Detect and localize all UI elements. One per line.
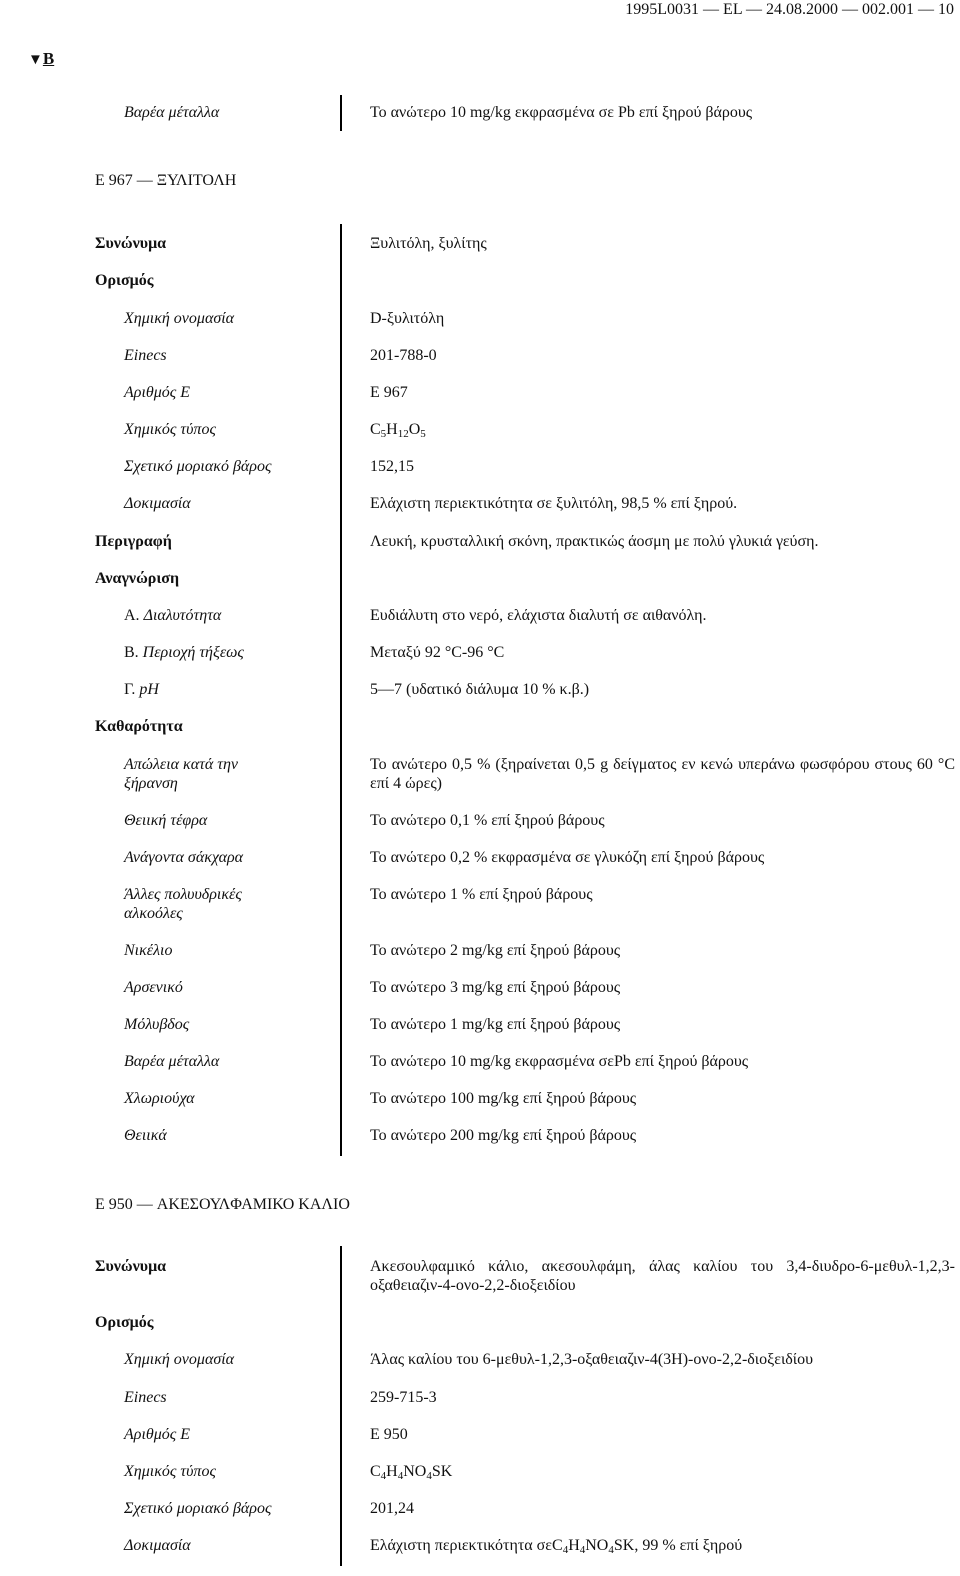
sulphated-ash-value: Το ανώτερο 0,1 % επί ξηρού βάρους: [370, 812, 605, 829]
einecs-value: 259-715-3: [370, 1389, 437, 1406]
e-number-value: E 967: [370, 384, 408, 401]
chem-name-label: Χημική ονομασία: [124, 310, 235, 327]
einecs-value: 201-788-0: [370, 347, 437, 364]
assay-value: Ελάχιστη περιεκτικότητα $\sigma\varepsilon C_4H_4NO_4SK$, 99 % επί ξηρού: [370, 1537, 743, 1556]
solubility-value: Ευδιάλυτη στο νερό, ελάχιστα διαλυτή σε αιθανόλη.: [370, 607, 707, 624]
lead-label: Μόλυβδος: [124, 1016, 190, 1033]
description-label: Περιγραφή: [95, 533, 172, 550]
other-polyols-label: Άλλες πολυυδρικές αλκοόλες: [124, 886, 242, 922]
e-number-label: Αριθμός Ε: [124, 1426, 191, 1443]
melting-label: Β. Περιοχή τήξεως: [124, 644, 244, 661]
nickel-label: Νικέλιο: [124, 942, 173, 959]
column-divider: [340, 224, 342, 1156]
identification-label: Αναγνώριση: [95, 570, 180, 587]
document-header: 1995L0031 — EL — 24.08.2000 — 002.001 — 10: [625, 1, 954, 18]
loss-on-drying-value: Το ανώτερο 0,5 % (ξηραίνεται 0,5 g δείγματος εν κενώ υπεράνω φωσφόρου στους 60 °C επί 4 ώρες): [370, 756, 955, 792]
formula-label: Χημικός τύπος: [124, 1463, 216, 1480]
einecs-label: Einecs: [124, 1389, 167, 1406]
lead-value: Το ανώτερο 1 mg/kg επί ξηρού βάρους: [370, 1016, 621, 1033]
ph-value: 5—7 (υδατικό διάλυμα 10 % κ.β.): [370, 681, 590, 698]
e950-heading: E 950 — ΑΚΕΣΟΥΛΦΑΜΙΚΟ ΚΑΛΙΟ: [95, 1196, 350, 1213]
arsenic-value: Το ανώτερο 3 mg/kg επί ξηρού βάρους: [370, 979, 621, 996]
other-polyols-value: Το ανώτερο 1 % επί ξηρού βάρους: [370, 886, 593, 903]
definition-label: Ορισμός: [95, 1314, 154, 1331]
synonyms-value: Ξυλιτόλη, ξυλίτης: [370, 235, 487, 252]
chem-name-value: Άλας καλίου του 6-μεθυλ-1,2,3-οξαθειαζιν-4(3Η)-ονο-2,2-διοξειδίου: [370, 1351, 814, 1368]
synonyms-label: Συνώνυμα: [95, 1258, 167, 1275]
description-value: Λευκή, κρυσταλλική σκόνη, πρακτικώς άοσμη με πολύ γλυκιά γεύση.: [370, 533, 819, 550]
einecs-label: Einecs: [124, 347, 167, 364]
ph-label: Γ. pH: [124, 681, 159, 698]
nickel-value: Το ανώτερο 2 mg/kg επί ξηρού βάρους: [370, 942, 621, 959]
triangle-down-icon: ▼: [28, 52, 43, 68]
synonyms-value: Ακεσουλφαμικό κάλιο, ακεσουλφάμη, άλας καλίου του 3,4-διυδρο-6-μεθυλ-1,2,3-οξαθειαζιν-4-ονο-2,2-διοξειδίου: [370, 1258, 955, 1294]
definition-label: Ορισμός: [95, 272, 154, 289]
sulphates-label: Θειικά: [124, 1127, 167, 1144]
chem-name-value: D-ξυλιτόλη: [370, 310, 445, 327]
mw-label: Σχετικό μοριακό βάρος: [124, 458, 272, 475]
heavy-metals-label: Βαρέα μέταλλα: [124, 104, 220, 121]
arsenic-label: Αρσενικό: [124, 979, 183, 996]
chem-name-label: Χημική ονομασία: [124, 1351, 235, 1368]
column-divider: [340, 1246, 342, 1566]
heavy-metals-label: Βαρέα μέταλλα: [124, 1053, 220, 1070]
amendment-marker: [28, 49, 54, 70]
sulphated-ash-label: Θειική τέφρα: [124, 812, 208, 829]
heavy-metals-value: Το ανώτερο 10 mg/kg εκφρασμένα σεPb επί ξηρού βάρους: [370, 1053, 749, 1070]
assay-label: Δοκιμασία: [124, 495, 191, 512]
e967-heading: E 967 — ΞΥΛΙΤΟΛΗ: [95, 172, 237, 189]
synonyms-label: Συνώνυμα: [95, 235, 167, 252]
mw-label: Σχετικό μοριακό βάρος: [124, 1500, 272, 1517]
amendment-letter: B: [42, 49, 55, 68]
mw-value: 201,24: [370, 1500, 414, 1517]
e-number-value: E 950: [370, 1426, 408, 1443]
column-divider: [340, 95, 342, 131]
chlorides-value: Το ανώτερο 100 mg/kg επί ξηρού βάρους: [370, 1090, 637, 1107]
reducing-sugars-value: Το ανώτερο 0,2 % εκφρασμένα σε γλυκόζη επί ξηρού βάρους: [370, 849, 765, 866]
melting-value: Μεταξύ 92 °C-96 °C: [370, 644, 505, 661]
reducing-sugars-label: Ανάγοντα σάκχαρα: [124, 849, 244, 866]
chlorides-label: Χλωριούχα: [124, 1090, 195, 1107]
formula-value: $C_5H_{12}O_5$: [370, 421, 426, 440]
solubility-label: Α. Διαλυτότητα: [124, 607, 222, 624]
mw-value: 152,15: [370, 458, 414, 475]
e-number-label: Αριθμός Ε: [124, 384, 191, 401]
sulphates-value: Το ανώτερο 200 mg/kg επί ξηρού βάρους: [370, 1127, 637, 1144]
purity-label: Καθαρότητα: [95, 718, 183, 735]
assay-value: Ελάχιστη περιεκτικότητα σε ξυλιτόλη, 98,5 % επί ξηρού.: [370, 495, 738, 512]
loss-on-drying-label: Απώλεια κατά την ξήρανση: [124, 756, 238, 792]
assay-label: Δοκιμασία: [124, 1537, 191, 1554]
formula-label: Χημικός τύπος: [124, 421, 216, 438]
heavy-metals-value: Το ανώτερο 10 mg/kg εκφρασμένα σε Pb επί ξηρού βάρους: [370, 104, 753, 121]
formula-value: $C_4H_4NO_4SK$: [370, 1463, 453, 1482]
